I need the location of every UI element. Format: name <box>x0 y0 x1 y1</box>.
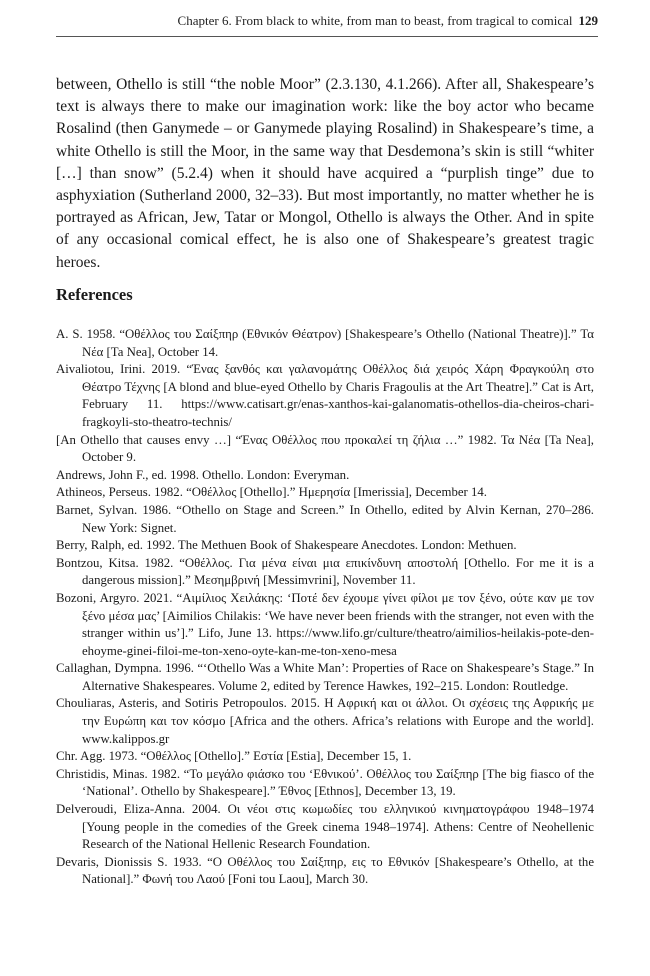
reference-entry: [An Othello that causes envy …] “Ένας Οθέλλος που προκαλεί τη ζήλια …” 1982. Τα Νέα [Ta Nea], October 9. <box>56 432 594 465</box>
reference-entry: Callaghan, Dympna. 1996. “‘Othello Was a White Man’: Properties of Race on Shakespeare’s Stage.” In Alternative Shakespeares. Volume 2, edited by Terence Hawkes, 192–215. London: Routledge. <box>56 661 594 693</box>
running-title: Chapter 6. From black to white, from man to beast, from tragical to comical <box>177 13 573 28</box>
reference-entry: Aivaliotou, Irini. 2019. “Ένας ξανθός και γαλανομάτης Οθέλλος διά χειρός Χάρη Φραγκούλη στο Θέατρο Τέχνης [A blond and blue-eyed Othello by Charis Fragoulis at the Art Theatre].” Cat is Art, February 11. https://www.catisart.gr/enas-xanthos-kai-galanomatis-othellos-dia-cheiros-chari-fragkoyli-sto-theatro-technis/ <box>56 362 594 429</box>
reference-entry: Devaris, Dionissis S. 1933. “Ο Οθέλλος του Σαίξπηρ, εις το Εθνικόν [Shakespeare’s Othello, at the National].” Φωνή του Λαού [Foni tou Laou], March 30. <box>56 854 594 887</box>
reference-entry: Athineos, Perseus. 1982. “Οθέλλος [Othello].” Ημερησία [Imerissia], December 14. <box>56 485 487 500</box>
reference-entry: Chr. Agg. 1973. “Οθέλλος [Othello].” Εστία [Estia], December 15, 1. <box>56 749 412 764</box>
body-paragraph: between, Othello is still “the noble Moor” (2.3.130, 4.1.266). After all, Shakespeare’s text is always there to make our imagination work: like the boy actor who became Rosalind (then Ganymede – or Ganymede playing Rosalind) in Shakespeare’s time, a white Othello is still the Moor, in the same way that Desdemona’s skin is still “whiter […] than snow” (5.2.4) when it should have acquired a “purplish tinge” due to asphyxiation (Sutherland 2000, 32–33). But most importantly, no matter whether he is portrayed as African, Jew, Tatar or Mongol, Othello is always the Other. And in spite of any occasional comical effect, he is also one of Shakespeare’s greatest tragic heroes. <box>56 76 594 271</box>
reference-entry: Christidis, Minas. 1982. “Το μεγάλο φιάσκο του ‘Εθνικού’. Οθέλλος του Σαίξπηρ [The big fiasco of the ‘National’. Othello by Shakespeare].” Έθνος [Ethnos], December 13, 19. <box>56 766 594 799</box>
running-header <box>56 10 598 37</box>
reference-entry: Bontzou, Kitsa. 1982. “Οθέλλος. Για μένα είναι μια επικίνδυνη αποστολή [Othello. For me it is a dangerous mission].” Μεσημβρινή [Messimvrini], November 11. <box>56 555 594 588</box>
reference-entry: Chouliaras, Asteris, and Sotiris Petropoulos. 2015. Η Αφρική και οι άλλοι. Οι σχέσεις της Αφρικής με την Ευρώπη και τον κόσμο [Africa and the others. Africa’s relations with Europe and the world]. www.kalippos.gr <box>56 696 594 746</box>
page-number: 129 <box>578 13 598 28</box>
reference-entry: Delveroudi, Eliza-Anna. 2004. Οι νέοι στις κωμωδίες του ελληνικού κινηματογράφου 1948–1974 [Young people in the comedies of the Greek cinema 1948–1974]. Athens: Centre of Neohellenic Research of the National Hellenic Research Foundation. <box>56 802 594 852</box>
references-list <box>56 326 594 889</box>
reference-entry: Andrews, John F., ed. 1998. Othello. London: Everyman. <box>56 467 350 482</box>
reference-entry: Berry, Ralph, ed. 1992. The Methuen Book of Shakespeare Anecdotes. London: Methuen. <box>56 538 517 553</box>
reference-entry: Bozoni, Argyro. 2021. “Αιμίλιος Χειλάκης: ‘Ποτέ δεν έχουμε γίνει φίλοι με τον ξένο, ούτε καν με τον ξένο μέσα μας’ [Aimilios Chilakis: ‘We have never been friends with the stranger, not even with the stranger within us’].” Lifo, June 13. https://www.lifo.gr/culture/theatro/aimilios-heilakis-pote-den-ehoyme-ginei-filoi-me-ton-xeno-oyte-kan-me-ton-xeno-mesa <box>56 590 594 658</box>
references-heading: References <box>56 285 133 304</box>
reference-entry: Barnet, Sylvan. 1986. “Othello on Stage and Screen.” In Othello, edited by Alvin Kernan, 270–286. New York: Signet. <box>56 502 594 535</box>
reference-entry: A. S. 1958. “Οθέλλος του Σαίξπηρ (Εθνικόν Θέατρον) [Shakespeare’s Othello (National Theatre)].” Τα Νέα [Ta Nea], October 14. <box>56 327 594 359</box>
